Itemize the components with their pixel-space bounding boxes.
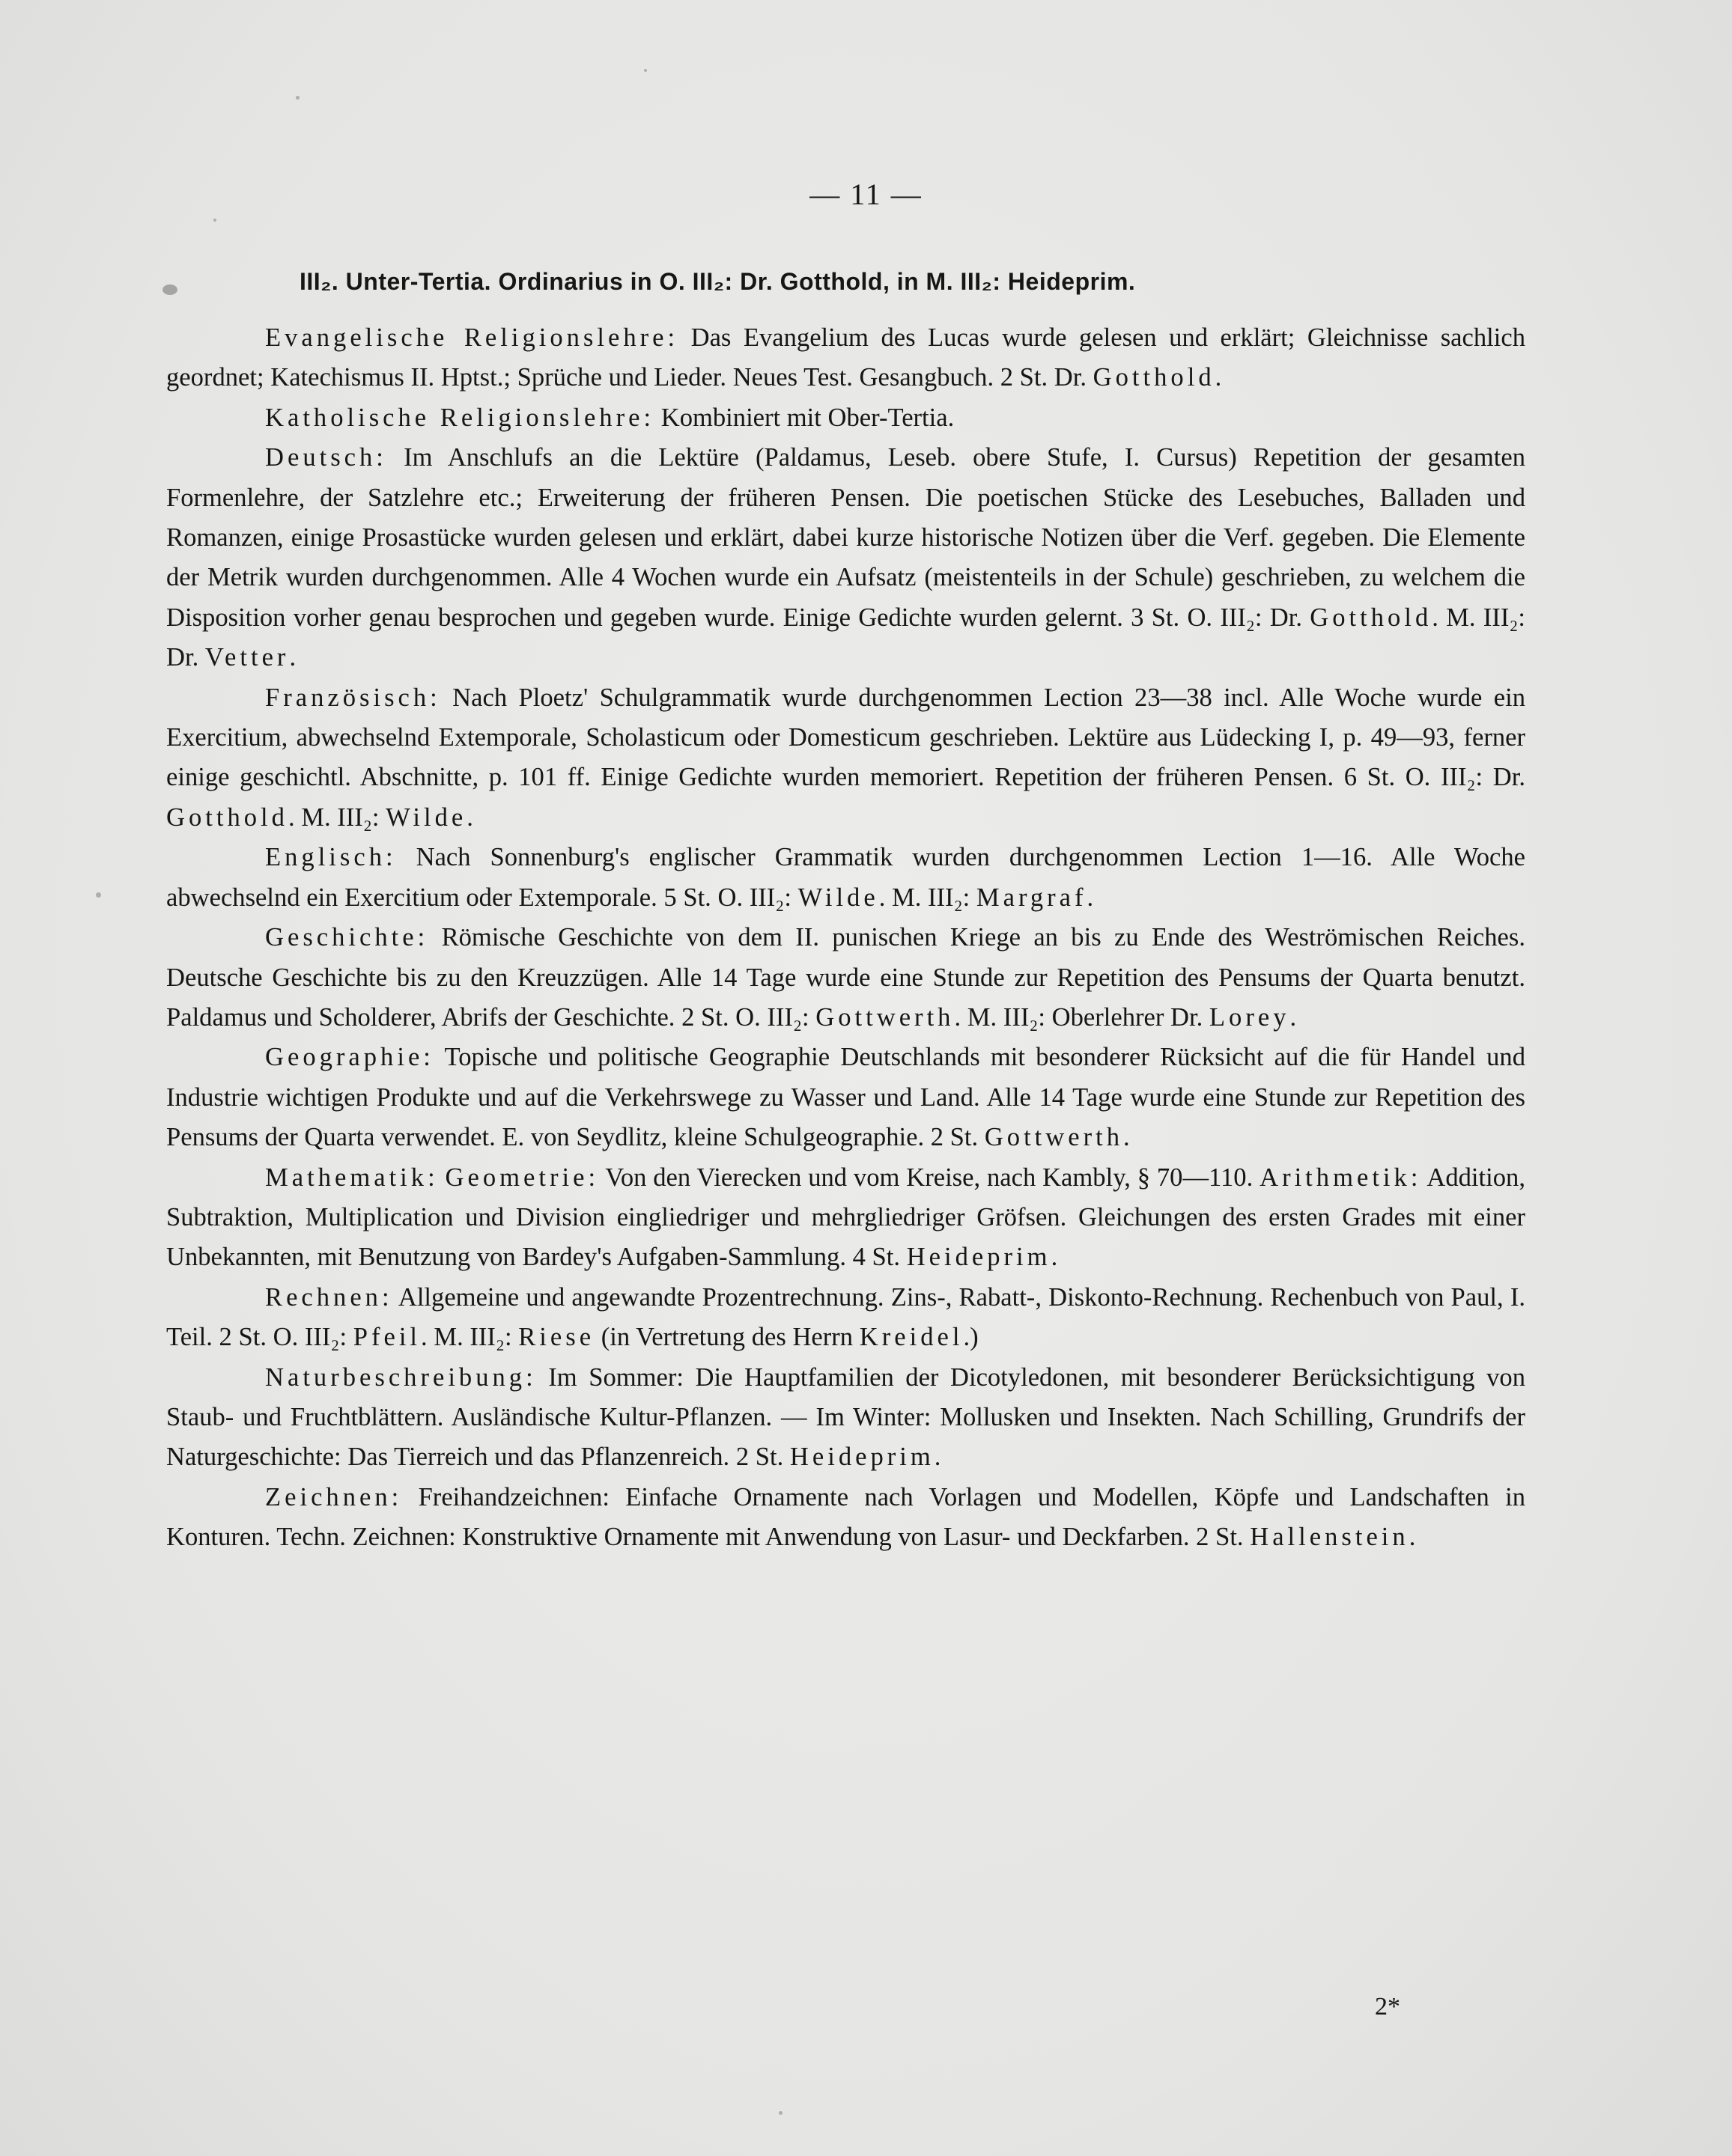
signature-mark: 2* (1375, 1993, 1400, 2021)
teacher-name: Gotthold (1093, 363, 1215, 392)
subject-sublabel: Arithmetik: (1260, 1163, 1422, 1192)
subject-label: Englisch: (265, 843, 397, 872)
teacher-name: Gotthold (1310, 603, 1432, 632)
body-text (166, 318, 1525, 1558)
teacher-name: Kreidel (859, 1323, 964, 1352)
scan-speck (296, 96, 300, 100)
subject-label: Naturbeschreibung: (265, 1362, 537, 1392)
teacher-name: Wilde (797, 883, 879, 912)
scan-speck (644, 69, 647, 72)
section-heading: III₂. Unter-Tertia. Ordinarius in O. III₂: Dr. Gotthold, in M. III₂: Heideprim. (300, 268, 1136, 295)
subject-label: Französisch: (265, 683, 441, 712)
teacher-name: Vetter (204, 643, 290, 672)
teacher-name: Gottwerth (815, 1002, 955, 1032)
page-number: — 11 — (809, 177, 923, 211)
teacher-name: Gottwerth (984, 1123, 1124, 1152)
ink-smudge (162, 284, 177, 295)
teacher-name: Heideprim (906, 1243, 1051, 1272)
paragraph-franzoesisch: Französisch: Nach Ploetz' Schulgrammatik wurde durchgenommen Lection 23—38 incl. Alle Woche wurde ein Exercitium, abwechselnd Extemporale, Scholasticum oder Domesticum geschrieben. Lektüre aus Lüdecking I, p. 49—93, ferner einige geschichtl. Abschnitte, p. 101 ff. Einige Gedichte wurden memoriert. Repetition der früheren Pensen. 6 St. O. III₂: Dr. Gotthold. M. III₂: Wilde. (166, 683, 1525, 832)
paragraph-geographie: Geographie: Topische und politische Geographie Deutschlands mit besonderer Rücksicht auf die für Handel und Industrie wichtigen Produkte und auf die Verkehrswege zu Wasser und Land. Alle 14 Tage wurde eine Stunde zur Repetition des Pensums der Quarta verwendet. E. von Seydlitz, kleine Schulgeographie. 2 St. Gottwerth. (166, 1043, 1525, 1152)
teacher-name: Wilde (386, 803, 467, 832)
teacher-name: Heideprim (789, 1443, 935, 1472)
paragraph-geschichte: Geschichte: Römische Geschichte von dem II. punischen Kriege an bis zu Ende des Weströmischen Reiches. Deutsche Geschichte bis zu den Kreuzzügen. Alle 14 Tage wurde eine Stunde zur Repetition des Pensums der Quarta benutzt. Paldamus und Scholderer, Abrifs der Geschichte. 2 St. O. III₂: Gottwerth. M. III₂: Oberlehrer Dr. Lorey. (166, 923, 1525, 1032)
teacher-name: Gotthold (166, 803, 288, 832)
scan-speck (96, 892, 101, 898)
subject-label: Geschichte: (265, 923, 429, 952)
subject-label: Zeichnen: (265, 1482, 403, 1511)
teacher-name: Pfeil (353, 1323, 422, 1352)
teacher-name: Riese (518, 1323, 595, 1352)
scan-speck (779, 2111, 783, 2115)
subject-label: Rechnen: (265, 1282, 393, 1312)
paragraph-englisch: Englisch: Nach Sonnenburg's englischer Grammatik wurden durchgenommen Lection 1—16. Alle Woche abwechselnd ein Exercitium oder Extemporale. 5 St. O. III₂: Wilde. M. III₂: Margraf. (166, 843, 1525, 912)
subject-sublabel: Geometrie: (445, 1163, 600, 1192)
teacher-name: Hallenstein (1250, 1523, 1409, 1552)
paragraph-naturbeschreibung: Naturbeschreibung: Im Sommer: Die Hauptfamilien der Dicotyledonen, mit besonderer Berücksichtigung von Staub- und Fruchtblättern. Ausländische Kultur-Pflanzen. — Im Winter: Mollusken und Insekten. Nach Schilling, Grundrifs der Naturgeschichte: Das Tierreich und das Pflanzenreich. 2 St. Heideprim. (166, 1362, 1525, 1472)
paragraph-religion-ev: Evangelische Religionslehre: Das Evangelium des Lucas wurde gelesen und erklärt; Gleichnisse sachlich geordnet; Katechismus II. Hptst.; Sprüche und Lieder. Neues Test. Gesangbuch. 2 St. Dr. Gotthold. (166, 323, 1525, 392)
paragraph-deutsch: Deutsch: Im Anschlufs an die Lektüre (Paldamus, Leseb. obere Stufe, I. Cursus) Repetition der gesamten Formenlehre, der Satzlehre etc.; Erweiterung der früheren Pensen. Die poetischen Stücke des Lesebuches, Balladen und Romanzen, einige Prosastücke wurden gelesen und erklärt, dabei kurze historische Notizen über die Verf. gegeben. Die Elemente der Metrik wurden durchgenommen. Alle 4 Wochen wurde ein Aufsatz (meistenteils in der Schule) geschrieben, zu welchem die Disposition vorher genau besprochen und gegeben wurde. Einige Gedichte wurden gelernt. 3 St. O. III₂: Dr. Gotthold. M. III₂: Dr. Vetter. (166, 443, 1525, 672)
subject-label: Mathematik: (265, 1163, 439, 1192)
teacher-name: Margraf (976, 883, 1087, 912)
paragraph-rechnen: Rechnen: Allgemeine und angewandte Prozentrechnung. Zins-, Rabatt-, Diskonto-Rechnung. Rechenbuch von Paul, I. Teil. 2 St. O. III₂: Pfeil. M. III₂: Riese (in Vertretung des Herrn Kreidel.) (166, 1282, 1525, 1352)
paragraph-religion-kath: Katholische Religionslehre: Kombiniert mit Ober-Tertia. (265, 403, 955, 432)
paragraph-zeichnen: Zeichnen: Freihandzeichnen: Einfache Ornamente nach Vorlagen und Modellen, Köpfe und Landschaften in Konturen. Techn. Zeichnen: Konstruktive Ornamente mit Anwendung von Lasur- und Deckfarben. 2 St. Hallenstein. (166, 1482, 1525, 1552)
subject-label: Evangelische Religionslehre: (265, 323, 679, 352)
subject-label: Katholische Religionslehre: (265, 403, 655, 432)
scan-speck (213, 219, 216, 222)
teacher-name: Lorey (1209, 1002, 1290, 1032)
subject-label: Deutsch: (265, 443, 387, 472)
paragraph-mathematik: Mathematik: Geometrie: Von den Vierecken und vom Kreise, nach Kambly, § 70—110. Arithmetik: Addition, Subtraktion, Multiplication und Division eingliedriger und mehrgliedriger Gröfsen. Gleichungen des ersten Grades mit einer Unbekannten, mit Benutzung von Bardey's Aufgaben-Sammlung. 4 St. Heideprim. (166, 1163, 1525, 1272)
subject-label: Geographie: (265, 1043, 434, 1072)
